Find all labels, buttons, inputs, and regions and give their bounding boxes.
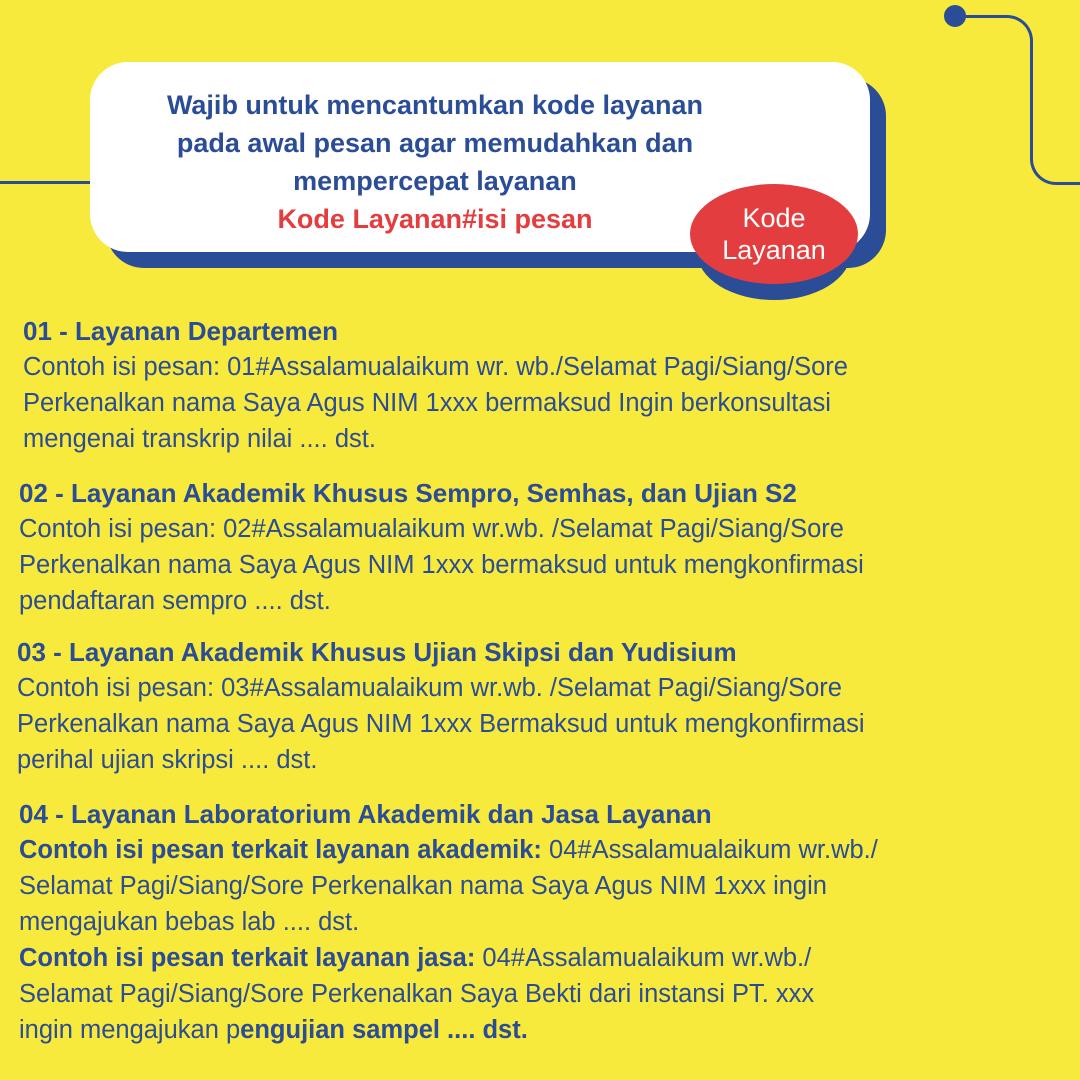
section-line: Perkenalkan nama Saya Agus NIM 1xxx bermaksud untuk mengkonfirmasi bbox=[19, 551, 864, 579]
section-line: Perkenalkan nama Saya Agus NIM 1xxx bermaksud Ingin berkonsultasi bbox=[23, 389, 831, 417]
section-title: 03 - Layanan Akademik Khusus Ujian Skipsi dan Yudisium bbox=[17, 637, 737, 667]
section-title: 04 - Layanan Laboratorium Akademik dan Jasa Layanan bbox=[19, 799, 712, 829]
section-line: mengenai transkrip nilai .... dst. bbox=[23, 425, 376, 453]
section-line: Selamat Pagi/Siang/Sore Perkenalkan Saya Bekti dari instansi PT. xxx bbox=[19, 980, 815, 1008]
section-line: Perkenalkan nama Saya Agus NIM 1xxx Bermaksud untuk mengkonfirmasi bbox=[17, 710, 865, 738]
connector-line-right-top bbox=[955, 15, 1033, 63]
badge-line-1: Kode bbox=[742, 203, 806, 233]
section-line: pendaftaran sempro .... dst. bbox=[19, 587, 331, 615]
connector-line-right-bottom bbox=[1030, 60, 1080, 185]
section-line: perihal ujian skripsi .... dst. bbox=[17, 746, 318, 774]
section-03 bbox=[0, 634, 1060, 778]
section-01 bbox=[0, 313, 1060, 457]
kode-layanan-badge bbox=[690, 184, 858, 284]
section-title: 02 - Layanan Akademik Khusus Sempro, Semhas, dan Ujian S2 bbox=[19, 478, 797, 508]
connector-dot-right bbox=[944, 5, 966, 27]
section-04 bbox=[0, 796, 1060, 1048]
section-title: 01 - Layanan Departemen bbox=[23, 316, 339, 346]
section-line: Selamat Pagi/Siang/Sore Perkenalkan nama Saya Agus NIM 1xxx ingin bbox=[19, 872, 827, 900]
section-02 bbox=[0, 475, 1060, 619]
badge-line-2: Layanan bbox=[722, 235, 826, 265]
section-line: Contoh isi pesan: 01#Assalamualaikum wr. wb./Selamat Pagi/Siang/Sore bbox=[23, 353, 848, 381]
academic-example-label: Contoh isi pesan terkait layanan akademik: bbox=[19, 836, 542, 864]
service-example-label: Contoh isi pesan terkait layanan jasa: bbox=[19, 944, 476, 972]
academic-example-text: 04#Assalamualaikum wr.wb./ bbox=[541, 836, 878, 864]
callout-line-2: pada awal pesan agar memudahkan dan bbox=[176, 128, 694, 158]
section-line: Contoh isi pesan: 02#Assalamualaikum wr.wb. /Selamat Pagi/Siang/Sore bbox=[19, 515, 844, 543]
service-example-line-1 bbox=[19, 940, 1060, 976]
section-line: mengajukan bebas lab .... dst. bbox=[19, 908, 360, 936]
callout-text bbox=[90, 86, 780, 238]
callout-line-1: Wajib untuk mencantumkan kode layanan bbox=[166, 90, 704, 120]
service-line-3-plain: ingin mengajukan p bbox=[19, 1016, 241, 1044]
callout-line-3: mempercepat layanan bbox=[293, 166, 577, 196]
section-line: Contoh isi pesan: 03#Assalamualaikum wr.wb. /Selamat Pagi/Siang/Sore bbox=[17, 674, 842, 702]
callout-format: Kode Layanan#isi pesan bbox=[277, 204, 593, 234]
service-example-text: 04#Assalamualaikum wr.wb./ bbox=[475, 944, 812, 972]
academic-example-line-1 bbox=[19, 832, 1060, 868]
service-example-line-3 bbox=[19, 1012, 1060, 1048]
service-line-3-bold: engujian sampel .... dst. bbox=[240, 1016, 528, 1044]
